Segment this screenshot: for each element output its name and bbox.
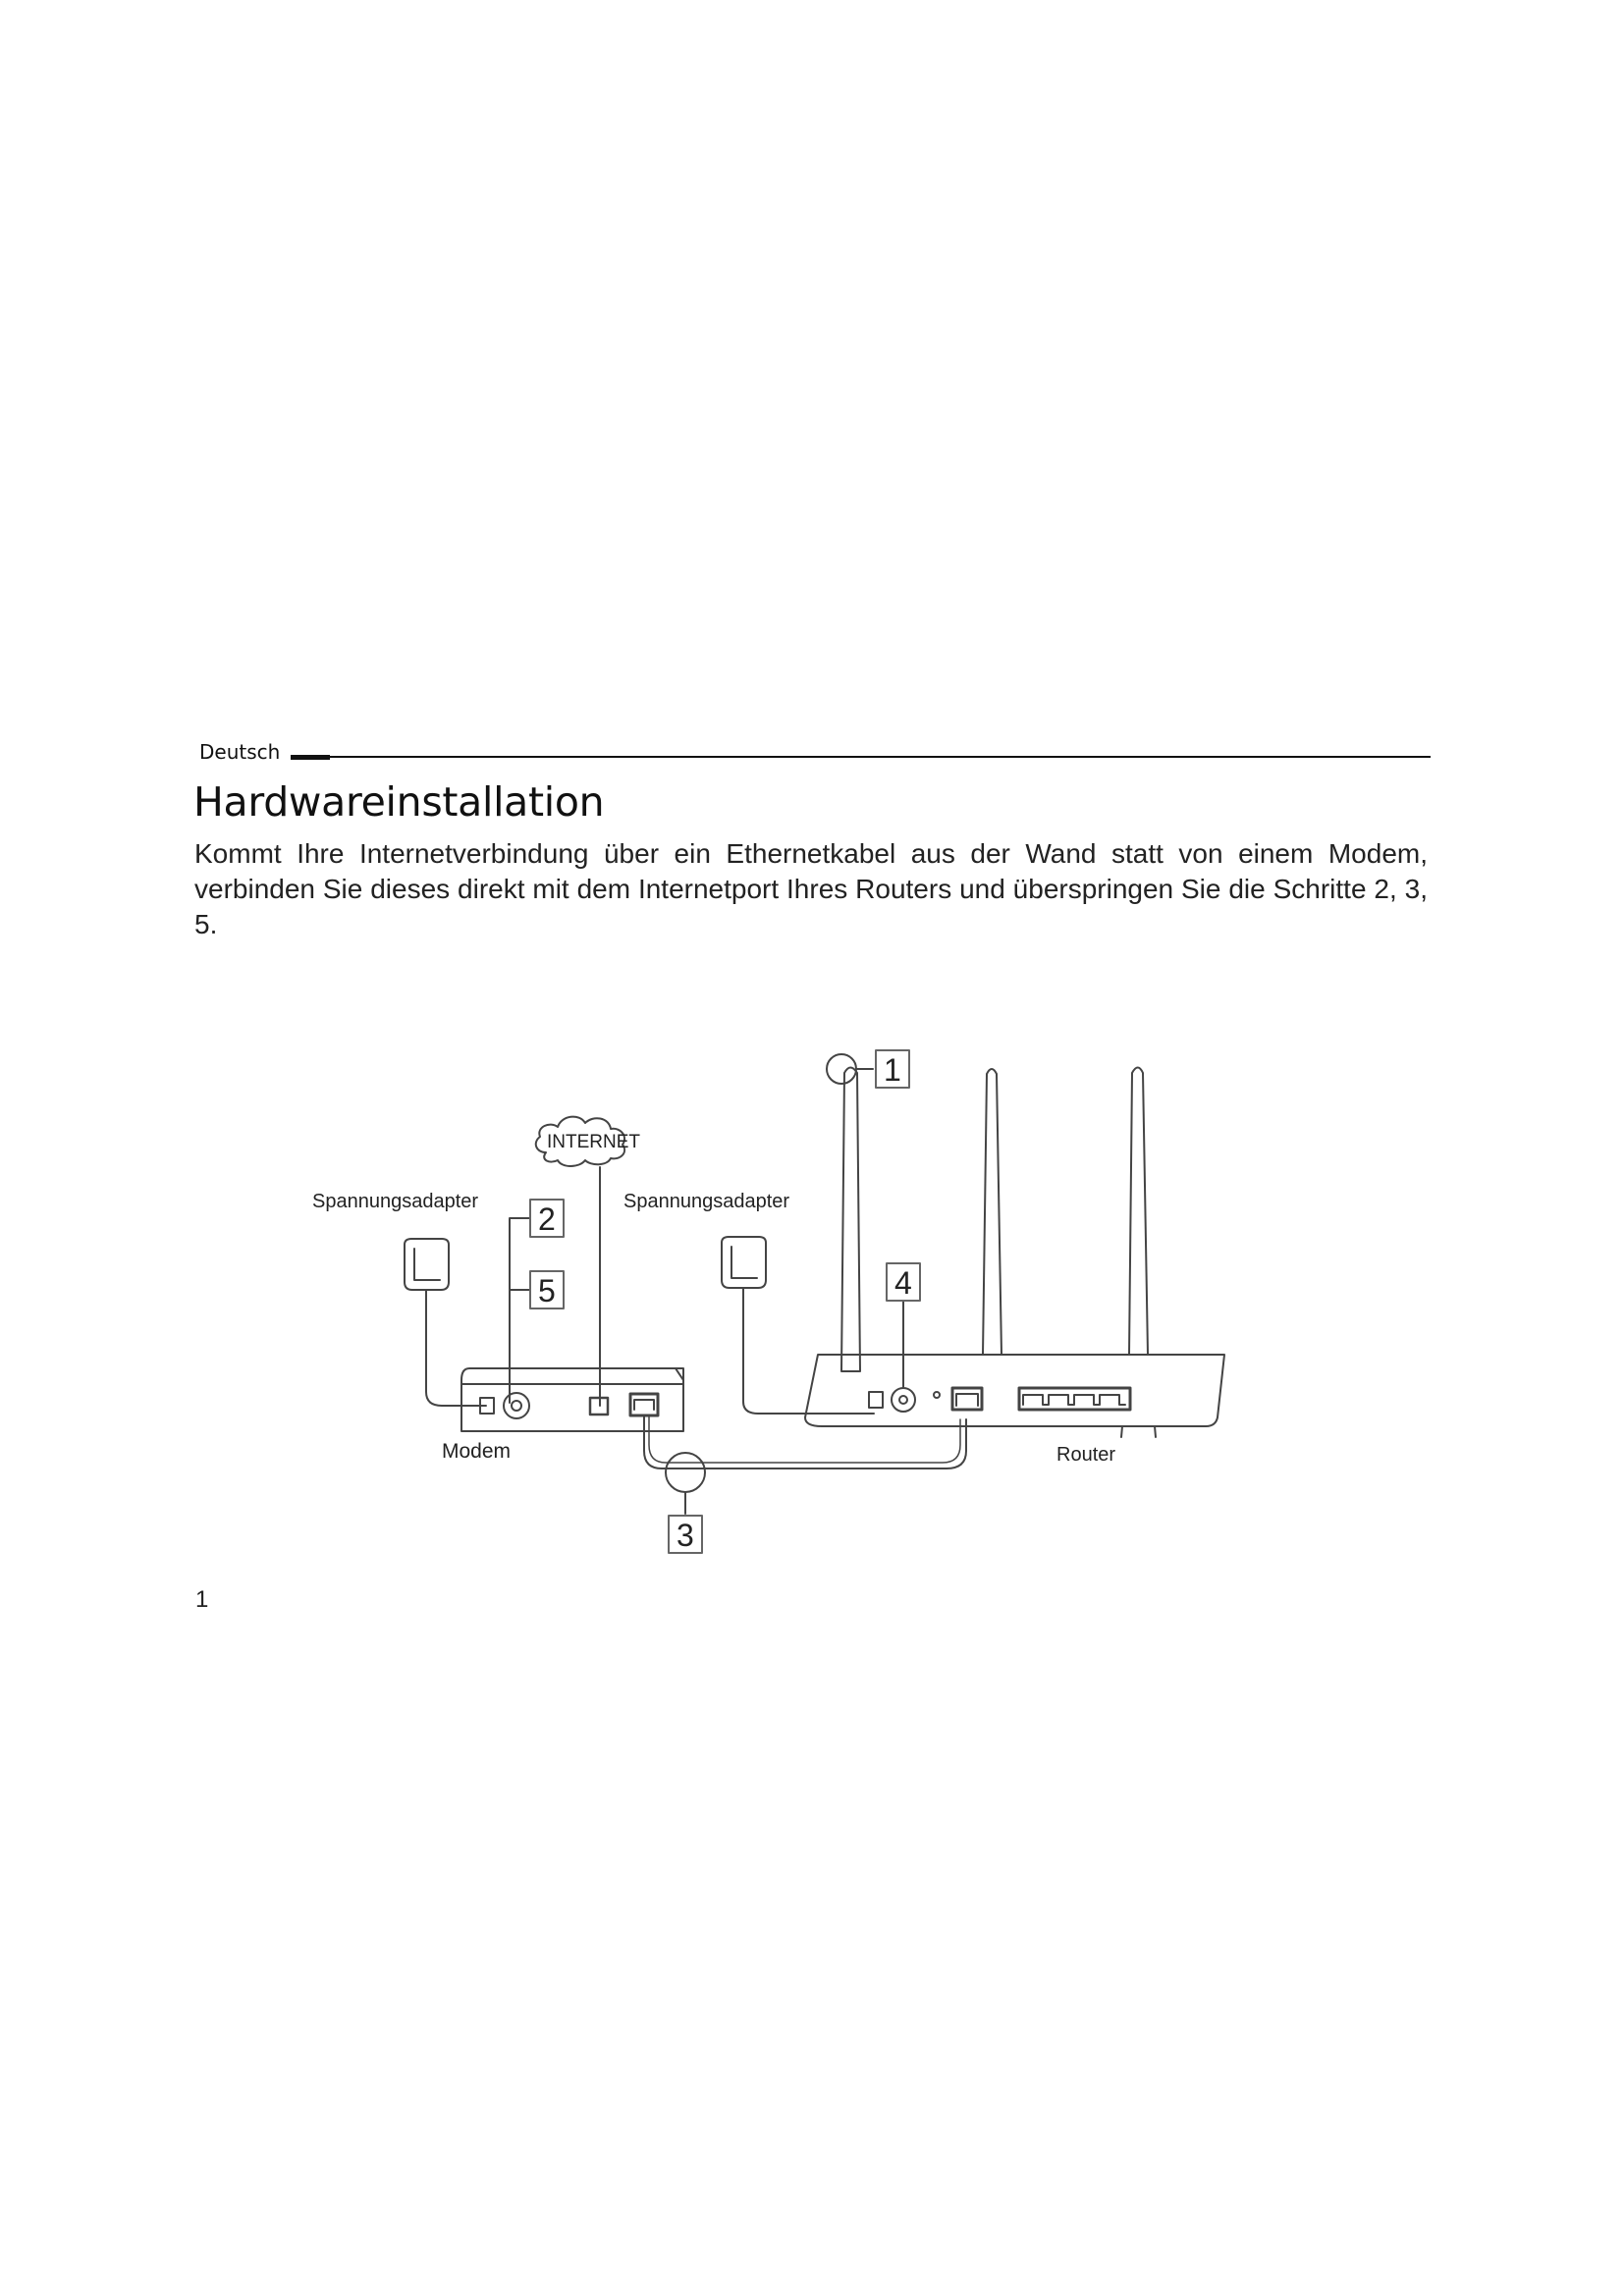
step2-callout-line <box>510 1218 530 1403</box>
router-power-button <box>892 1388 915 1412</box>
adapter-left-label: Spannungsadapter <box>312 1191 479 1212</box>
router-antenna-middle <box>983 1069 1001 1355</box>
internet-label: INTERNET <box>547 1132 640 1152</box>
step5-label: 5 <box>538 1273 556 1308</box>
modem-coax-port <box>504 1393 529 1418</box>
page-number: 1 <box>195 1586 209 1613</box>
right-power-adapter-icon <box>722 1237 766 1298</box>
intro-paragraph: Kommt Ihre Internetverbindung über ein Ethernetkabel aus der Wand statt von einem Modem, verbinden Sie dieses direkt mit dem Internetport Ihres Routers und überspringen Sie die Schritte 2, 3, 5. <box>194 838 1428 939</box>
step2-label: 2 <box>538 1201 556 1237</box>
adapter-right-label: Spannungsadapter <box>623 1191 790 1212</box>
router-label: Router <box>1056 1444 1116 1466</box>
left-power-cable <box>426 1300 486 1406</box>
modem-device <box>461 1368 683 1431</box>
step1-label: 1 <box>884 1052 901 1088</box>
header-rule <box>291 756 1431 758</box>
step4-label: 4 <box>894 1265 912 1301</box>
step3-label: 3 <box>677 1518 694 1553</box>
router-antenna-left <box>841 1068 860 1372</box>
router-antenna-right <box>1129 1068 1148 1356</box>
router-device <box>805 1355 1224 1437</box>
language-header <box>199 738 1431 768</box>
router-power-port <box>869 1392 883 1408</box>
language-label: Deutsch <box>199 740 281 764</box>
ethernet-cable <box>644 1416 966 1468</box>
hardware-installation-diagram <box>285 1041 1247 1575</box>
header-rule-accent <box>291 755 330 760</box>
step1-antenna-marker <box>827 1054 856 1084</box>
modem-label: Modem <box>442 1440 512 1463</box>
left-power-adapter-icon <box>405 1239 449 1300</box>
page-title: Hardwareinstallation <box>193 778 605 826</box>
step3-cable-marker <box>666 1453 705 1492</box>
